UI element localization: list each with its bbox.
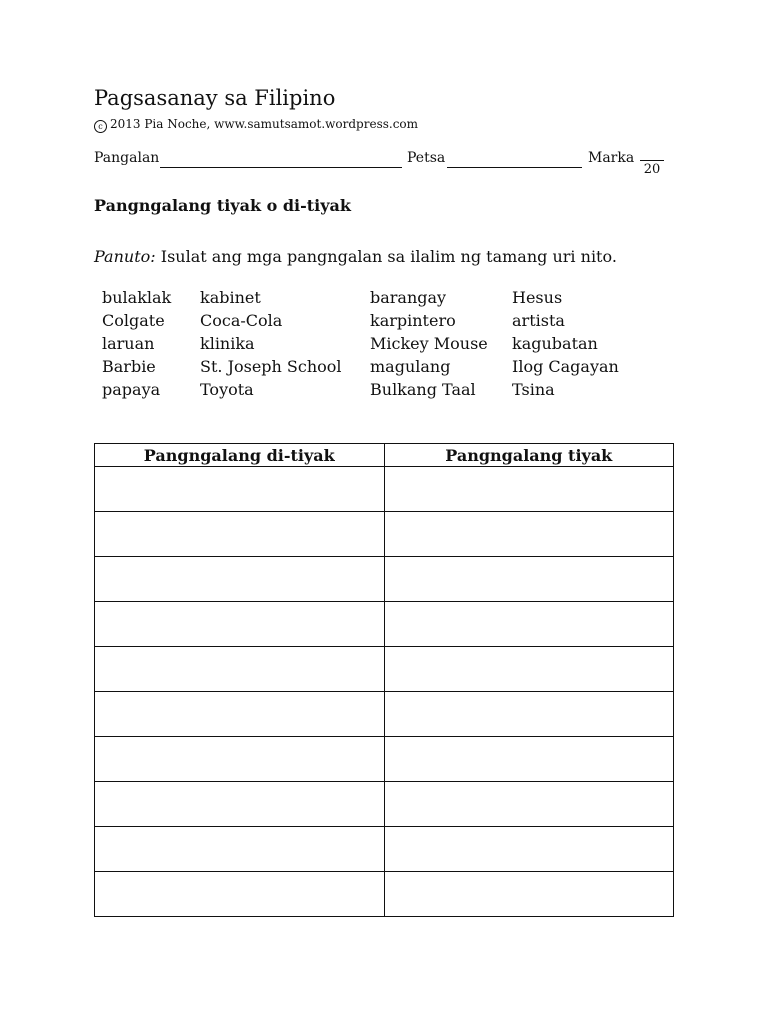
word-bank-item: Coca-Cola (200, 311, 283, 330)
score-field[interactable] (640, 160, 664, 177)
answer-cell-di-tiyak[interactable] (95, 647, 385, 692)
word-bank-item: Toyota (200, 380, 254, 399)
word-bank-item: Bulkang Taal (370, 380, 476, 399)
answer-cell-di-tiyak[interactable] (95, 872, 385, 917)
table-row (95, 602, 674, 647)
answer-cell-di-tiyak[interactable] (95, 557, 385, 602)
table-row (95, 872, 674, 917)
page-title: Pagsasanay sa Filipino (94, 86, 336, 110)
score-divider (640, 160, 664, 161)
word-bank-item: kabinet (200, 288, 261, 307)
word-bank-item: St. Joseph School (200, 357, 342, 376)
table-row (95, 737, 674, 782)
table-row (95, 512, 674, 557)
answer-cell-tiyak[interactable] (384, 467, 674, 512)
word-bank-item: barangay (370, 288, 447, 307)
section-title: Pangngalang tiyak o di-tiyak (94, 196, 351, 215)
answer-cell-di-tiyak[interactable] (95, 827, 385, 872)
score-label: Marka (588, 150, 635, 166)
date-field[interactable] (447, 167, 582, 168)
word-bank-item: artista (512, 311, 565, 330)
copyright-text: 2013 Pia Noche, www.samutsamot.wordpress.com (110, 117, 419, 131)
answer-cell-tiyak[interactable] (384, 692, 674, 737)
table-header-row (95, 444, 674, 467)
column-header-di-tiyak: Pangngalang di-tiyak (95, 444, 385, 467)
instruction-label: Panuto: (94, 247, 156, 266)
answer-cell-tiyak[interactable] (384, 872, 674, 917)
table-row (95, 692, 674, 737)
answer-cell-di-tiyak[interactable] (95, 692, 385, 737)
answer-cell-di-tiyak[interactable] (95, 602, 385, 647)
name-label: Pangalan (94, 150, 160, 166)
copyright-line (94, 117, 418, 133)
word-bank-item: Mickey Mouse (370, 334, 488, 353)
answer-cell-tiyak[interactable] (384, 602, 674, 647)
answer-table (94, 443, 674, 917)
word-bank-item: karpintero (370, 311, 456, 330)
word-bank-item: kagubatan (512, 334, 598, 353)
word-bank-item: klinika (200, 334, 255, 353)
table-row (95, 827, 674, 872)
answer-cell-tiyak[interactable] (384, 512, 674, 557)
name-field[interactable] (160, 167, 402, 168)
answer-cell-tiyak[interactable] (384, 647, 674, 692)
score-total: 20 (643, 162, 661, 177)
table-row (95, 557, 674, 602)
answer-table-body (95, 467, 674, 917)
date-label: Petsa (407, 150, 446, 166)
word-bank-item: papaya (102, 380, 161, 399)
instruction (94, 247, 617, 266)
answer-cell-tiyak[interactable] (384, 737, 674, 782)
answer-cell-di-tiyak[interactable] (95, 467, 385, 512)
column-header-tiyak: Pangngalang tiyak (384, 444, 674, 467)
answer-cell-di-tiyak[interactable] (95, 512, 385, 557)
word-bank-item: Barbie (102, 357, 156, 376)
word-bank-item: Hesus (512, 288, 563, 307)
word-bank-item: magulang (370, 357, 451, 376)
answer-cell-tiyak[interactable] (384, 557, 674, 602)
word-bank-item: Tsina (512, 380, 555, 399)
word-bank-item: Ilog Cagayan (512, 357, 619, 376)
answer-cell-di-tiyak[interactable] (95, 782, 385, 827)
word-bank-item: bulaklak (102, 288, 172, 307)
answer-cell-di-tiyak[interactable] (95, 737, 385, 782)
word-bank-item: Colgate (102, 311, 165, 330)
table-row (95, 647, 674, 692)
table-row (95, 782, 674, 827)
answer-cell-tiyak[interactable] (384, 827, 674, 872)
instruction-text: Isulat ang mga pangngalan sa ilalim ng tamang uri nito. (160, 247, 617, 266)
word-bank-item: laruan (102, 334, 155, 353)
answer-cell-tiyak[interactable] (384, 782, 674, 827)
copyright-symbol: c (94, 120, 107, 133)
table-row (95, 467, 674, 512)
